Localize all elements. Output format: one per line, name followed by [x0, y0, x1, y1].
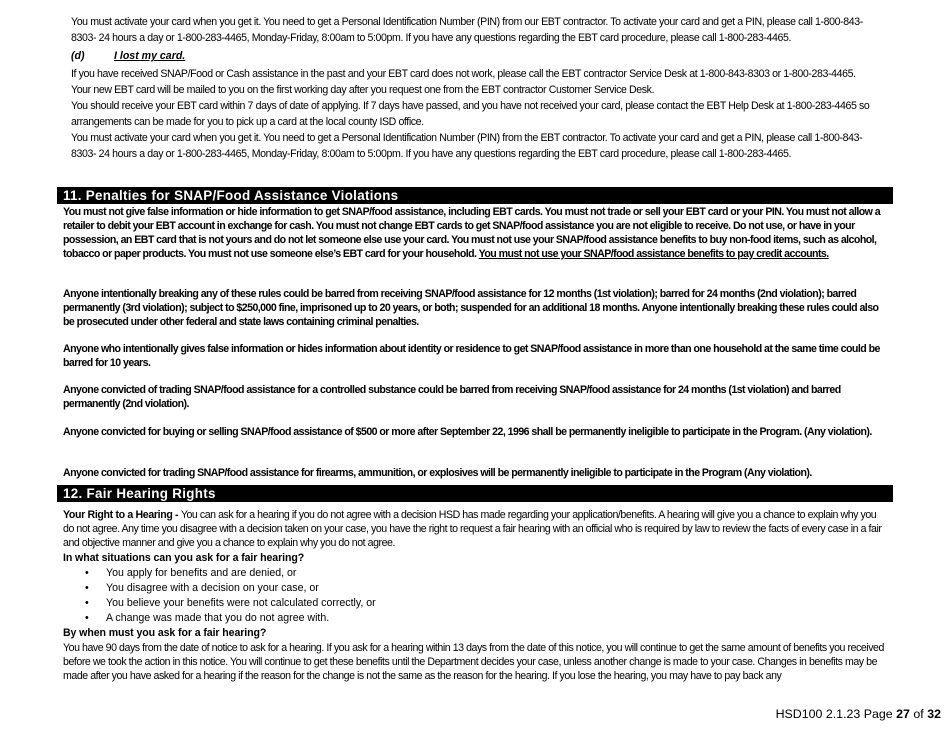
page-total: 32 [927, 707, 941, 721]
penalties-rules-paragraph [63, 205, 889, 261]
false-identity-paragraph: Anyone who intentionally gives false information or hides information about identity or residence to get SNAP/food assistance in more than one household at the same time could be barred for 10 years. [63, 343, 880, 369]
penalties-rules-text: You must not give false information or hide information to get SNAP/food assistance, including EBT cards. You must not trade or sell your EBT card or your PIN. You must not allow a retailer to debit your EBT account in exchange for cash. You must not change EBT cards to get SNAP/food assistance you are not eligible to receive. Do not use, or have in your possession, an EBT card that is not yours and do not let someone else use your card. You must not use your SNAP/food assistance benefits to buy non-food items, such as alcohol, tobacco or paper products. You must not use someone else’s EBT card for your household. [63, 206, 881, 260]
page-word: Page [863, 707, 893, 721]
form-id: HSD100 2.1.23 [775, 707, 861, 721]
page-footer [776, 707, 941, 721]
controlled-substance-paragraph: Anyone convicted of trading SNAP/food assistance for a controlled substance could be barred from receiving SNAP/food assistance for 24 months (1st violation) and barred permanently (2nd violation). [63, 384, 841, 410]
lost-card-subheading [71, 50, 185, 62]
page-number: 27 [896, 707, 910, 721]
list-item: • You believe your benefits were not calculated correctly, or [63, 596, 376, 611]
section-12-heading: 12. Fair Hearing Rights [57, 485, 893, 502]
deadline-paragraph: You have 90 days from the date of notice to ask for a hearing. If you ask for a hearing within 13 days from the date of this notice, you will continue to get the same amount of benefits you received before we took the action in this notice. You will continue to get these benefits until the Department decides your case, unless another change is made to your case. Changes in benefits may be made after you have asked for a hearing if the reason for the change is not the same as the reason for the hearing. If you lose the hearing, you may have to pay back any [63, 642, 884, 683]
activate-card-paragraph-2: You must activate your card when you get it. You need to get a Personal Identification Number (PIN) from the EBT contractor. To activate your card and get a PIN, please call 1-800-843-8303- 24 hours a day or 1-800-283-4465, Monday-Friday, 8:00am to 5:00pm. If you have any questions regarding the EBT card procedure, please call 1-800-283-4465. [71, 132, 863, 160]
receive-card-paragraph: You should receive your EBT card within 7 days of date of applying. If 7 days have passed, and you have not received your card, please contact the EBT Help Desk at 1-800-283-4465 so arrangements can be made for you to pick up a card at the local county ISD office. [71, 100, 870, 128]
right-to-hearing-paragraph [63, 508, 889, 551]
situations-question: In what situations can you ask for a fair hearing? [63, 552, 305, 564]
situations-list [63, 566, 376, 626]
of-word: of [913, 707, 924, 721]
section-11-heading: 11. Penalties for SNAP/Food Assistance Violations [57, 187, 893, 204]
subsection-title: I lost my card. [114, 50, 186, 62]
subsection-label: (d) [71, 50, 85, 62]
right-to-hearing-label: Your Right to a Hearing - [63, 509, 181, 521]
right-to-hearing-text: You can ask for a hearing if you do not agree with a decision HSD has made regarding your application/benefits. A hearing will give you a chance to explain why you do not agree. Any time you disagree with a decision taken on your case, you have the right to request a fair hearing with an official who is required by law to review the facts of every case in a fair and objective manner and give you a chance to explain why you do not agree. [63, 509, 882, 550]
violation-penalties-paragraph: Anyone intentionally breaking any of these rules could be barred from receiving SNAP/food assistance for 12 months (1st violation); barred for 24 months (2nd violation); barred permanently (3rd violation); subject to $250,000 fine, imprisoned up to 20 years, or both; suspended for an additional 18 months. Anyone intentionally breaking these rules could also be prosecuted under other federal and state laws containing criminal penalties. [63, 288, 879, 328]
list-item: • A change was made that you do not agree with. [63, 611, 376, 626]
credit-accounts-rule: You must not use your SNAP/food assistance benefits to pay credit accounts. [478, 248, 829, 260]
deadline-question: By when must you ask for a fair hearing? [63, 627, 267, 639]
buying-selling-paragraph: Anyone convicted for buying or selling SNAP/food assistance of $500 or more after September 22, 1996 shall be permanently ineligible to participate in the Program. (Any violation). [63, 426, 872, 438]
list-item: • You disagree with a decision on your case, or [63, 581, 376, 596]
list-item: • You apply for benefits and are denied, or [63, 566, 376, 581]
activate-card-paragraph: You must activate your card when you get it. You need to get a Personal Identification Number (PIN) from our EBT contractor. To activate your card and get a PIN, please call 1-800-843-8303- 24 hours a day or 1-800-283-4465, Monday-Friday, 8:00am to 5:00pm. If you have any questions regarding the EBT card procedure, please call 1-800-283-4465. [71, 16, 863, 44]
replacement-card-paragraph: If you have received SNAP/Food or Cash assistance in the past and your EBT card does not work, please call the EBT contractor Service Desk at 1-800-843-8303 or 1-800-283-4465. Your new EBT card will be mailed to you on the first working day after you request one from the EBT contractor Customer Service Desk. [71, 68, 856, 96]
firearms-paragraph: Anyone convicted for trading SNAP/food assistance for firearms, ammunition, or explosives will be permanently ineligible to participate in the Program (Any violation). [63, 467, 812, 479]
